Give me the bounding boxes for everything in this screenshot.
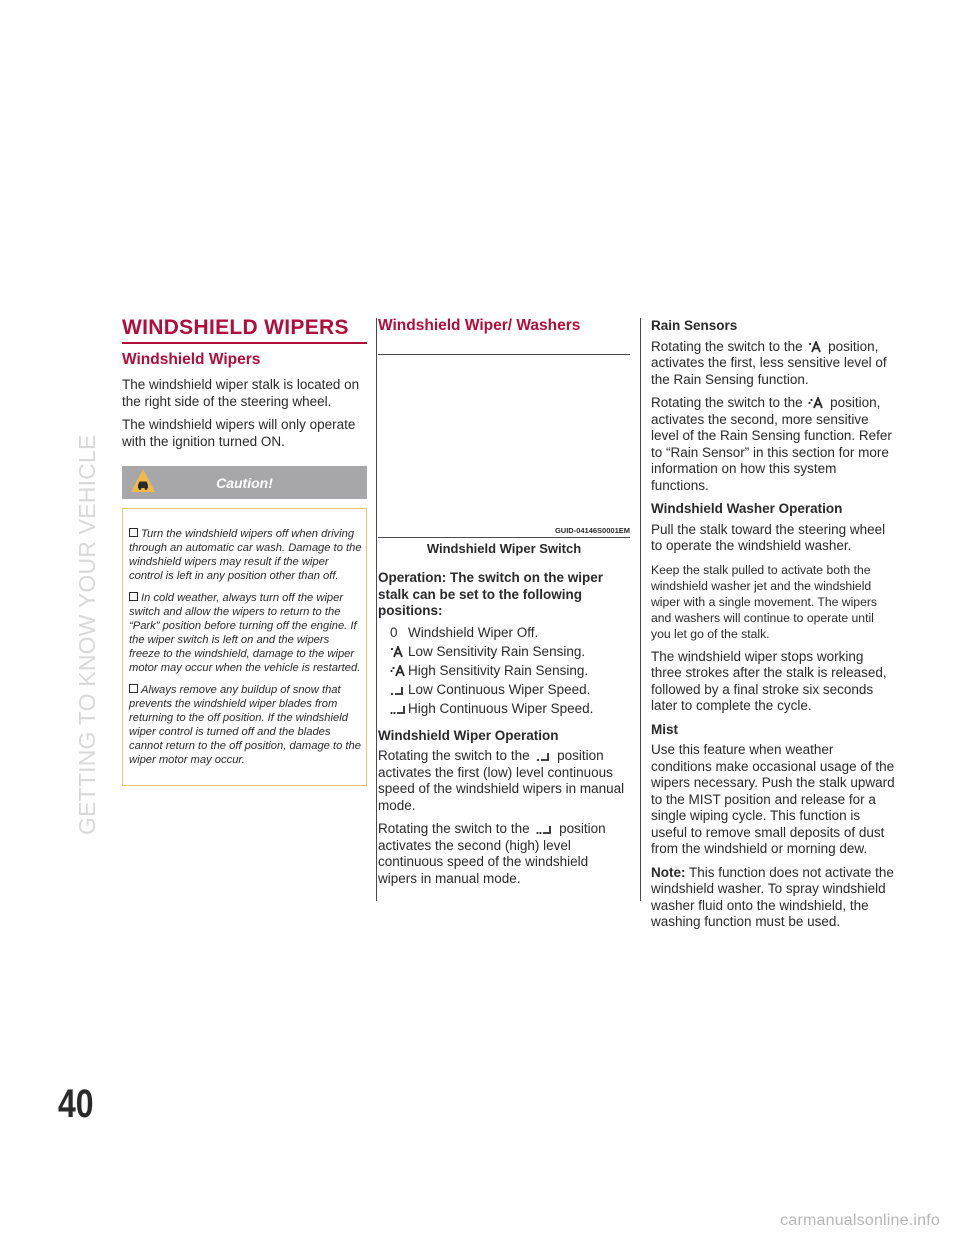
rain-sensor-high-icon [378, 665, 408, 677]
checkbox-bullet-icon [129, 528, 138, 537]
paragraph-washer-2: Keep the stalk pulled to activate both the windshield washer jet and the windshield wiper with a single movement. The wipers and washers will continue to operate until you let go of the stalk. [651, 562, 878, 641]
list-item: 0 Windshield Wiper Off. [378, 624, 630, 642]
caution-label: Caution! [216, 474, 273, 491]
paragraph-washer-1: Pull the stalk toward the steering wheel to operate the windshield washer. [651, 521, 886, 553]
column-left [122, 318, 367, 786]
column-divider-left [376, 318, 377, 901]
watermark: carmanualsonline.info [780, 1212, 940, 1229]
page-number: 40 [58, 1082, 94, 1126]
column-middle [378, 318, 630, 894]
washer-heading: Windshield Washer Operation [651, 501, 843, 516]
wiper-high-icon [535, 823, 553, 835]
rain-sensors-heading: Rain Sensors [651, 318, 738, 333]
list-item: Low Continuous Wiper Speed. [378, 681, 630, 699]
operation-heading: Windshield Wiper Operation [378, 727, 559, 743]
paragraph-note: Note: This function does not activate the windshield washer. To spray windshield washer fluid onto the windshield, the washing function must be used. [651, 864, 894, 929]
figure-id: GUID-04146S0001EM [554, 526, 630, 535]
list-item: Low Sensitivity Rain Sensing. [378, 643, 630, 661]
paragraph-ignition: The windshield wipers will only operate with the ignition turned ON. [122, 417, 356, 449]
checkbox-bullet-icon [129, 592, 138, 601]
side-section-title: GETTING TO KNOW YOUR VEHICLE [74, 434, 100, 835]
note-label: Note: [651, 864, 686, 880]
list-item: High Continuous Wiper Speed. [378, 700, 630, 718]
wiper-high-icon [378, 703, 408, 715]
checkbox-bullet-icon [129, 684, 138, 693]
zero-icon: 0 [390, 624, 398, 640]
caution-car-icon [130, 468, 156, 494]
paragraph-mist: Use this feature when weather conditions make occasional usage of the wipers necessary. Push the stalk upward to the MIST position and release for a single wiping cycle. This function is useful to remove small deposits of dust from the windshield or morning dew. [651, 742, 895, 856]
position-list [378, 624, 630, 718]
paragraph-high-speed: Rotating the switch to the position activates the second (high) level continuous speed of the windshield wipers in manual mode. [378, 821, 606, 886]
subsection-heading: Windshield Wiper/ Washers [378, 317, 581, 334]
paragraph-low-speed: Rotating the switch to the position activates the first (low) level continuous speed of the windshield wipers in manual mode. [378, 748, 625, 813]
caution-box [122, 508, 367, 786]
wiper-low-icon [535, 750, 551, 762]
figure-caption: Windshield Wiper Switch [426, 541, 582, 556]
wiper-low-icon [378, 684, 408, 696]
column-divider-right [640, 318, 641, 901]
paragraph-location: The windshield wiper stalk is located on the right side of the steering wheel. [122, 377, 360, 409]
section-heading: WINDSHIELD WIPERS [122, 318, 367, 344]
rain-sensor-high-icon [808, 397, 824, 409]
caution-item: Turn the windshield wipers off when driving through an automatic car wash. Damage to the windshield wipers may result if the wiper control is left in any position other than off. [129, 528, 362, 582]
operation-intro: Operation: The switch on the wiper stalk can be set to the following positions: [378, 570, 604, 618]
caution-banner [122, 466, 367, 499]
paragraph-washer-3: The windshield wiper stops working three strokes after the stalk is released, followed by a final stroke six seconds later to complete the cycle. [651, 648, 887, 713]
column-right [651, 318, 896, 938]
paragraph-rain-low: Rotating the switch to the position, activates the first, less sensitive level of the Rain Sensing function. [651, 338, 887, 387]
mist-heading: Mist [651, 721, 678, 737]
rain-sensor-low-icon [378, 646, 408, 658]
caution-item: Always remove any buildup of snow that prevents the windshield wiper blades from returning to the off position. If the windshield wiper control is turned off and the blades cannot return to the off position, damage to the wiper motor may occur. [129, 684, 361, 766]
subsection-heading: Windshield Wipers [122, 351, 261, 368]
rain-sensor-low-icon [808, 341, 822, 353]
caution-item: In cold weather, always turn off the wiper switch and allow the wipers to return to the “Park” position before turning off the engine. If the wiper switch is left on and the wipers freeze to the windshield, damage to the wiper motor may occur when the vehicle is restarted. [129, 592, 361, 674]
list-item: High Sensitivity Rain Sensing. [378, 662, 630, 680]
figure-placeholder [378, 354, 630, 538]
paragraph-rain-high: Rotating the switch to the position, activates the second, more sensitive level of the Rain Sensing function. Refer to “Rain Sensor” in this section for more information on how this system functions. [651, 395, 892, 493]
